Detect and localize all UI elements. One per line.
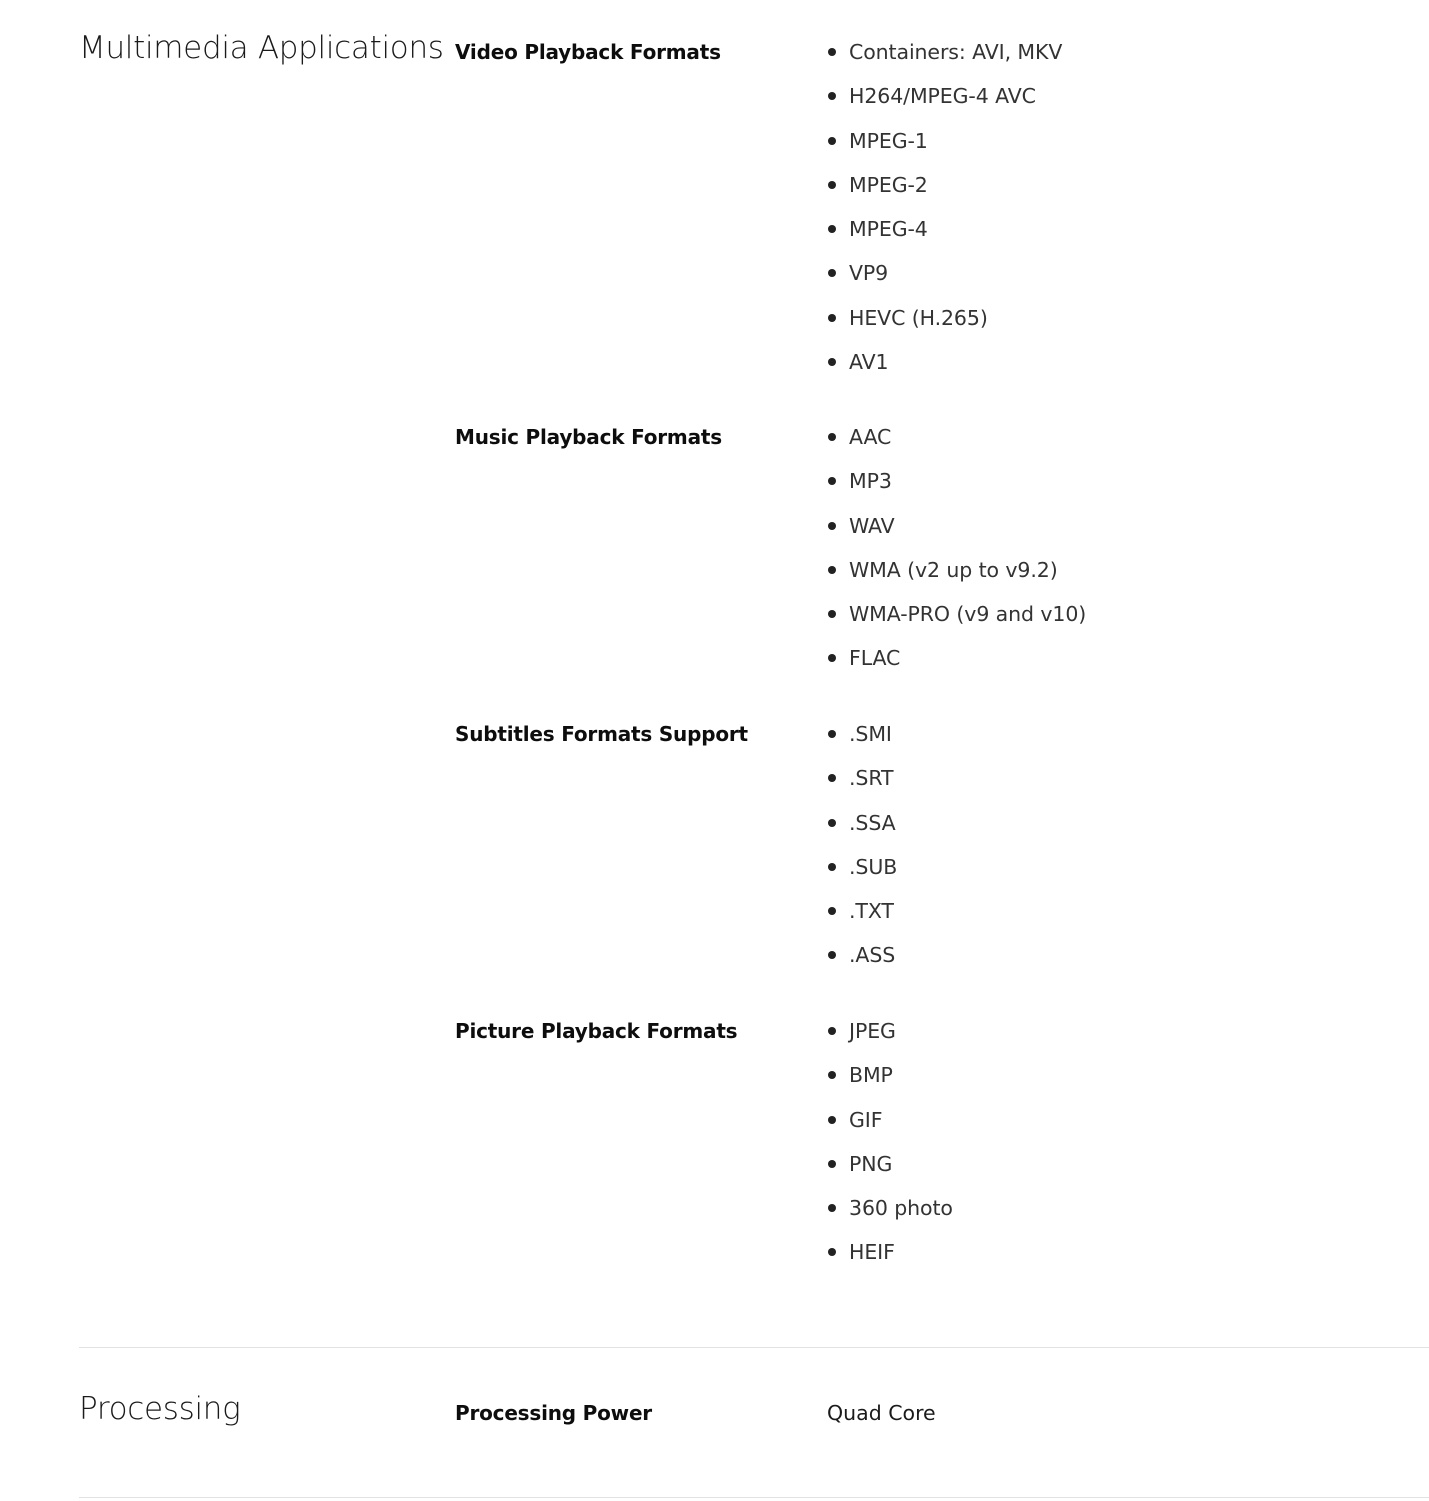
section-title-processing: Processing [79,1391,241,1427]
list-item: WMA (v2 up to v9.2) [827,558,1086,602]
list-item: .ASS [827,943,897,987]
bullet-icon [828,48,836,56]
bullet-icon [828,225,836,233]
spec-label-music: Music Playback Formats [455,425,722,449]
list-item: GIF [827,1108,953,1152]
bullet-icon [828,1116,836,1124]
bullet-icon [828,654,836,662]
spec-label-pictures: Picture Playback Formats [455,1019,738,1043]
spec-list-video [827,40,1062,394]
bullet-icon [828,137,836,145]
list-item: AAC [827,425,1086,469]
bullet-icon [828,610,836,618]
list-item: .SRT [827,766,897,810]
list-item: .SUB [827,855,897,899]
bullet-icon [828,863,836,871]
list-item: VP9 [827,261,1062,305]
bullet-icon [828,1248,836,1256]
list-item: FLAC [827,646,1086,690]
bullet-icon [828,314,836,322]
list-item: MPEG-2 [827,173,1062,217]
bullet-icon [828,1027,836,1035]
list-item: HEIF [827,1240,953,1284]
list-item: .SMI [827,722,897,766]
spec-label-subtitles: Subtitles Formats Support [455,722,748,746]
bullet-icon [828,522,836,530]
bullet-icon [828,1160,836,1168]
bullet-icon [828,433,836,441]
list-item: .TXT [827,899,897,943]
bullet-icon [828,774,836,782]
list-item: WAV [827,514,1086,558]
bullet-icon [828,92,836,100]
spec-list-music [827,425,1086,691]
bullet-icon [828,1071,836,1079]
spec-value-processing-power: Quad Core [827,1401,936,1425]
list-item: JPEG [827,1019,953,1063]
list-item: Containers: AVI, MKV [827,40,1062,84]
spec-list-subtitles [827,722,897,988]
bullet-icon [828,566,836,574]
section-divider-bottom [79,1497,1429,1498]
list-item: 360 photo [827,1196,953,1240]
spec-label-video: Video Playback Formats [455,40,721,64]
list-item: MPEG-1 [827,129,1062,173]
bullet-icon [828,907,836,915]
bullet-icon [828,951,836,959]
list-item: AV1 [827,350,1062,394]
bullet-icon [828,358,836,366]
list-item: .SSA [827,811,897,855]
section-divider [79,1347,1429,1348]
list-item: HEVC (H.265) [827,306,1062,350]
section-title-multimedia: Multimedia Applications [79,30,444,66]
list-item: BMP [827,1063,953,1107]
bullet-icon [828,730,836,738]
list-item: MPEG-4 [827,217,1062,261]
list-item: H264/MPEG-4 AVC [827,84,1062,128]
bullet-icon [828,477,836,485]
spec-label-processing-power: Processing Power [455,1401,652,1425]
bullet-icon [828,181,836,189]
list-item: PNG [827,1152,953,1196]
list-item: WMA-PRO (v9 and v10) [827,602,1086,646]
bullet-icon [828,269,836,277]
bullet-icon [828,819,836,827]
list-item: MP3 [827,469,1086,513]
spec-list-pictures [827,1019,953,1285]
bullet-icon [828,1204,836,1212]
